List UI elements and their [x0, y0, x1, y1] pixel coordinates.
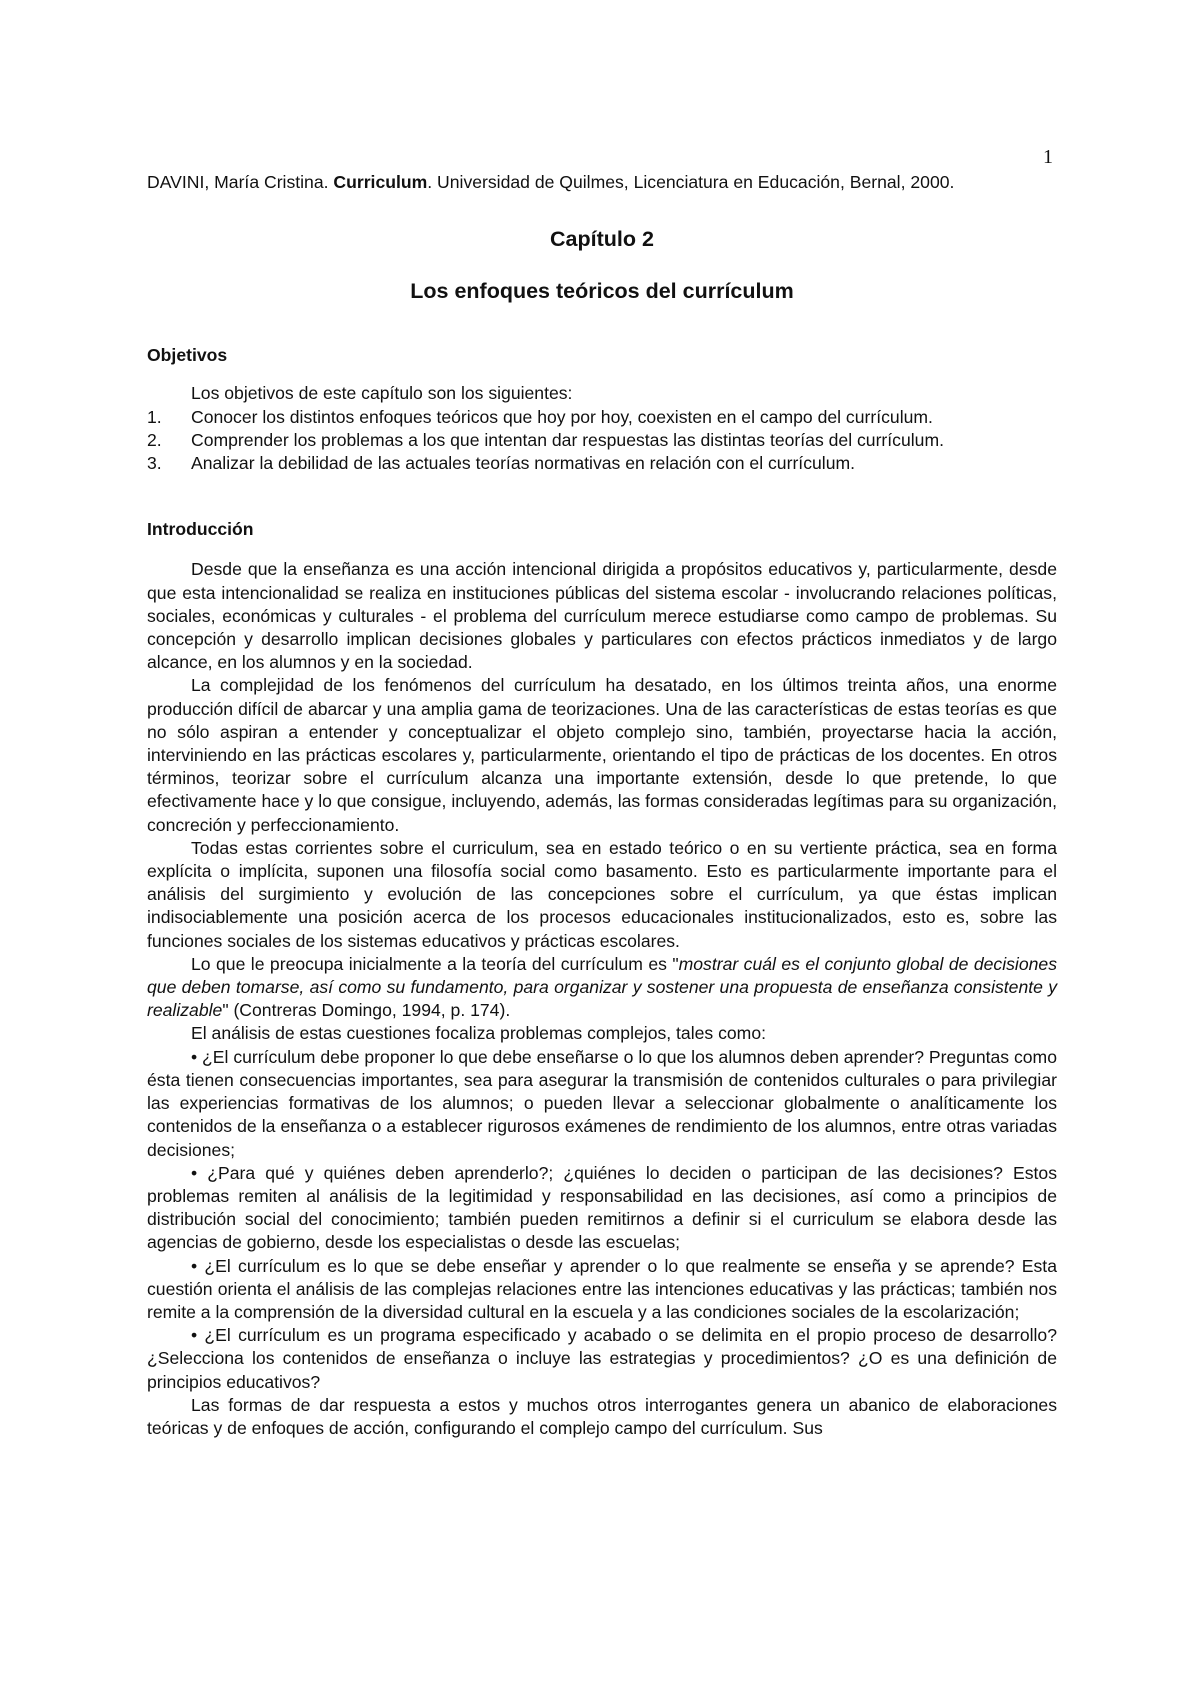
quote-lead-in: Lo que le preocupa inicialmente a la teoría del currículum es " — [191, 953, 679, 974]
objective-item — [147, 406, 1057, 429]
intro-paragraph-6: Las formas de dar respuesta a estos y muchos otros interrogantes genera un abanico de elaboraciones teóricas y de enfoques de acción, configurando el complejo campo del currículum. Sus — [147, 1394, 1057, 1438]
objective-text: Analizar la debilidad de las actuales teorías normativas en relación con el currículum. — [191, 453, 856, 474]
page-content — [147, 171, 1057, 1440]
bullet-question-1: • ¿El currículum debe proponer lo que debe enseñarse o lo que los alumnos deben aprender? Preguntas como ésta tienen consecuencias importantes, sea para asegurar la transmisión de contenidos culturales o para privilegiar las experiencias formativas de los alumnos; o pueden llevar a seleccionar globalmente o analíticamente los contenidos de la enseñanza o a establecer rigurosos exámenes de rendimiento de los alumnos, entre otras variadas decisiones; — [147, 1046, 1057, 1160]
objective-item — [147, 429, 1057, 452]
intro-paragraph-3: Todas estas corrientes sobre el curriculum, sea en estado teórico o en su vertiente práctica, sea en forma explícita o implícita, suponen una filosofía social como basamento. Esto es particularmente importante para el análisis del surgimiento y evolución de las concepciones sobre el currículum, ya que éstas implican indisociablemente una posición acerca de los procesos educacionales institucionalizados, esto es, sobre las funciones sociales de los sistemas educativos y prácticas escolares. — [147, 837, 1057, 951]
bullet-question-2: • ¿Para qué y quiénes deben aprenderlo?; ¿quiénes lo deciden o participan de las decisiones? Estos problemas remiten al análisis de la legitimidad y responsabilidad en las decisiones, así como a principios de distribución social del conocimiento; también pueden remitirnos a definir si el curriculum se elabora desde las agencias de gobierno, desde los especialistas o desde las escuelas; — [147, 1162, 1057, 1253]
page-number: 1 — [1043, 146, 1053, 168]
chapter-label: Capítulo 2 — [550, 227, 654, 252]
bullet-question-3: • ¿El currículum es lo que se debe enseñar y aprender o lo que realmente se enseña y se aprende? Esta cuestión orienta el análisis de las complejas relaciones entre las intenciones educativas y las prácticas; también nos remite a la comprensión de la diversidad cultural en la escuela y a las condiciones sociales de la escolarización; — [147, 1255, 1057, 1322]
objectives-intro: Los objetivos de este capítulo son los siguientes: — [191, 383, 573, 404]
intro-paragraph-5: El análisis de estas cuestiones focaliza problemas complejos, tales como: — [191, 1023, 767, 1044]
objectives-heading: Objetivos — [147, 345, 228, 366]
chapter-title: Los enfoques teóricos del currículum — [410, 279, 794, 304]
quoted-definition: mostrar cuál es el conjunto global de decisiones que deben tomarse, así como su fundamento, para organizar y sostener una propuesta de enseñanza consistente y realizable — [147, 953, 1057, 1021]
intro-paragraph-2: La complejidad de los fenómenos del currículum ha desatado, en los últimos treinta años, una enorme producción difícil de abarcar y una amplia gama de teorizaciones. Una de las características de estas teorías es que no sólo aspiran a entender y conceptualizar el objeto complejo sino, también, proyectarse hacia la acción, interviniendo en las prácticas escolares y, particularmente, orientando el tipo de prácticas de los docentes. En otros términos, teorizar sobre el currículum alcanza una importante extensión, desde lo que pretende, lo que efectivamente hace y lo que consigue, incluyendo, además, las formas consideradas legítimas para su organización, concreción y perfeccionamiento. — [147, 675, 1057, 835]
citation-suffix: . Universidad de Quilmes, Licenciatura en Educación, Bernal, 2000. — [427, 172, 955, 192]
objective-item — [147, 452, 1057, 475]
objective-number: 3. — [147, 453, 162, 474]
citation — [147, 171, 1057, 194]
objective-text: Comprender los problemas a los que intentan dar respuestas las distintas teorías del currículum. — [191, 429, 945, 450]
objective-number: 2. — [147, 429, 162, 450]
quote-reference: " (Contreras Domingo, 1994, p. 174). — [222, 1000, 511, 1021]
objectives-list — [147, 406, 1057, 476]
intro-paragraph-1: Desde que la enseñanza es una acción intencional dirigida a propósitos educativos y, particularmente, desde que esta intencionalidad se realiza en instituciones públicas del sistema escolar - involucrando relaciones políticas, sociales, económicas y culturales - el problema del currículum merece estudiarse como campo de problemas. Su concepción y desarrollo implican decisiones globales y particulares con efectos prácticos inmediatos y de largo alcance, en los alumnos y en la sociedad. — [147, 559, 1057, 673]
citation-title: Curriculum — [333, 172, 428, 192]
bullet-question-4: • ¿El currículum es un programa especificado y acabado o se delimita en el propio proceso de desarrollo? ¿Selecciona los contenidos de enseñanza o incluye las estrategias y procedimientos? ¿O es una definición de principios educativos? — [147, 1325, 1057, 1392]
introduction-heading: Introducción — [147, 519, 254, 540]
intro-paragraph-4 — [147, 953, 1057, 1023]
objective-text: Conocer los distintos enfoques teóricos que hoy por hoy, coexisten en el campo del currículum. — [191, 406, 933, 427]
citation-prefix: DAVINI, María Cristina. — [147, 172, 334, 192]
objective-number: 1. — [147, 406, 162, 427]
